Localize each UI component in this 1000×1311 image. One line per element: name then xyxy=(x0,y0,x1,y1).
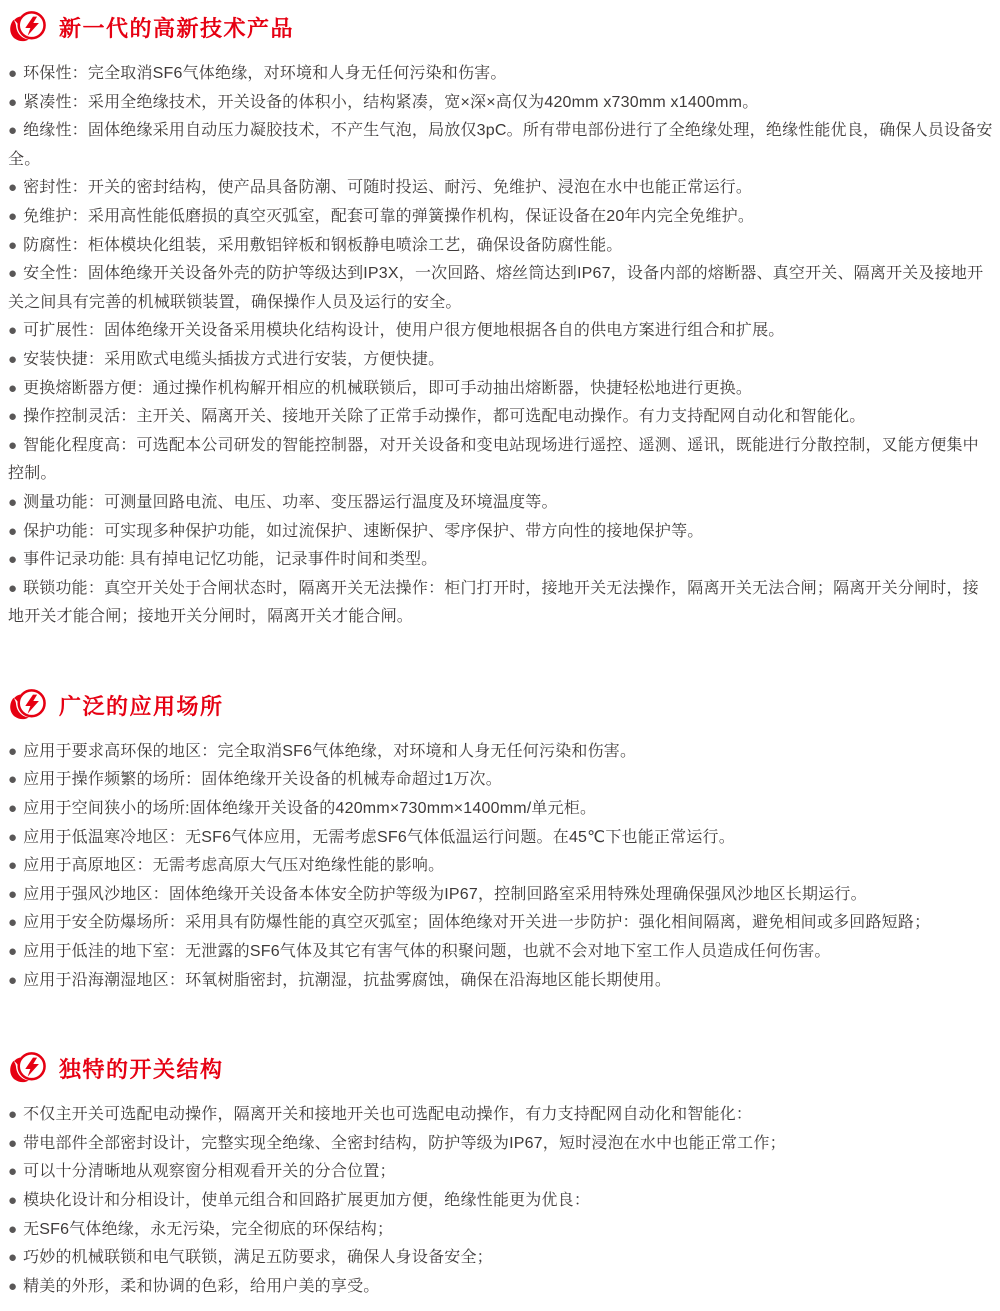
list-item xyxy=(8,203,995,232)
list-item xyxy=(8,1273,995,1302)
section-header xyxy=(8,1049,995,1089)
list-item xyxy=(8,824,995,853)
item-text: 更换熔断器方便：通过操作机构解开相应的机械联锁后，即可手动抽出熔断器，快捷轻松地进行更换。 xyxy=(23,379,753,397)
item-text: 绝缘性：固体绝缘采用自动压力凝胶技术，不产生气泡，局放仅3pC。所有带电部份进行了全绝缘处理，绝缘性能优良，确保人员设备安全。 xyxy=(8,122,993,168)
bullet-icon: ● xyxy=(8,1277,18,1295)
section-title: 新一代的高新技术产品 xyxy=(59,16,295,41)
bullet-icon: ● xyxy=(8,579,18,597)
item-text: 巧妙的机械联锁和电气联锁，满足五防要求，确保人身设备安全； xyxy=(23,1249,493,1267)
bullet-icon: ● xyxy=(8,1249,18,1267)
bullet-icon: ● xyxy=(8,93,18,111)
item-text: 不仅主开关可选配电动操作，隔离开关和接地开关也可选配电动操作，有力支持配网自动化和智能化： xyxy=(23,1106,753,1124)
list-item xyxy=(8,795,995,824)
section-items xyxy=(8,60,995,632)
bullet-icon: ● xyxy=(8,122,18,140)
item-text: 应用于低温寒冷地区：无SF6气体应用，无需考虑SF6气体低温运行问题。在45℃下也能正常运行。 xyxy=(23,828,735,846)
bullet-icon: ● xyxy=(8,1106,18,1124)
item-text: 无SF6气体绝缘，永无污染，完全彻底的环保结构； xyxy=(23,1220,394,1238)
item-text: 应用于操作频繁的场所：固体绝缘开关设备的机械寿命超过1万次。 xyxy=(23,771,502,789)
item-text: 密封性：开关的密封结构，使产品具备防潮、可随时投运、耐污、免维护、浸泡在水中也能正常运行。 xyxy=(23,179,753,197)
bullet-icon: ● xyxy=(8,742,18,760)
bullet-icon: ● xyxy=(8,1192,18,1209)
item-text: 应用于要求高环保的地区：完全取消SF6气体绝缘，对环境和人身无任何污染和伤害。 xyxy=(23,742,637,760)
list-item xyxy=(8,1216,995,1245)
item-text: 紧凑性：采用全绝缘技术，开关设备的体积小，结构紧凑，宽×深×高仅为420mm x730mm x1400mm。 xyxy=(23,93,759,111)
bullet-icon: ● xyxy=(8,207,18,225)
list-item xyxy=(8,1158,995,1187)
bullet-icon: ● xyxy=(8,885,18,903)
list-item xyxy=(8,852,995,881)
list-item xyxy=(8,1130,995,1159)
list-item xyxy=(8,174,995,203)
list-item xyxy=(8,232,995,261)
bullet-icon: ● xyxy=(8,522,18,540)
item-text: 保护功能：可实现多种保护功能，如过流保护、速断保护、零序保护、带方向性的接地保护等。 xyxy=(23,522,704,540)
list-item xyxy=(8,489,995,518)
item-text: 应用于低洼的地下室：无泄露的SF6气体及其它有害气体的积聚问题，也就不会对地下室工作人员造成任何伤害。 xyxy=(23,943,831,961)
section-header xyxy=(8,8,995,48)
bullet-icon: ● xyxy=(8,943,18,961)
bullet-icon: ● xyxy=(8,1220,18,1238)
list-item xyxy=(8,546,995,575)
list-item xyxy=(8,1187,995,1216)
item-text: 防腐性：柜体模块化组装，采用敷铝锌板和钢板静电喷涂工艺，确保设备防腐性能。 xyxy=(23,236,623,254)
section-switch-structure xyxy=(8,1049,995,1301)
section-header xyxy=(8,686,995,726)
bullet-icon: ● xyxy=(8,1163,18,1181)
bullet-icon: ● xyxy=(8,828,18,846)
bullet-icon: ● xyxy=(8,771,18,789)
item-text: 测量功能：可测量回路电流、电压、功率、变压器运行温度及环境温度等。 xyxy=(23,493,558,511)
list-item xyxy=(8,518,995,547)
list-item xyxy=(8,60,995,89)
list-item xyxy=(8,1244,995,1273)
section-items xyxy=(8,1101,995,1301)
item-text: 应用于沿海潮湿地区：环氧树脂密封，抗潮湿，抗盐雾腐蚀，确保在沿海地区能长期使用。 xyxy=(23,971,672,989)
item-text: 事件记录功能: 具有掉电记忆功能，记录事件时间和类型。 xyxy=(23,551,438,569)
list-item xyxy=(8,117,995,174)
section-title: 广泛的应用场所 xyxy=(59,693,224,719)
bullet-icon: ● xyxy=(8,914,18,932)
item-text: 带电部件全部密封设计，完整实现全绝缘、全密封结构，防护等级为IP67，短时浸泡在水中也能正常工作； xyxy=(23,1134,786,1152)
bullet-icon: ● xyxy=(8,551,18,569)
list-item xyxy=(8,89,995,118)
item-text: 免维护：采用高性能低磨损的真空灭弧室，配套可靠的弹簧操作机构，保证设备在20年内完全免维护。 xyxy=(23,207,755,225)
bullet-icon: ● xyxy=(8,408,18,426)
leaf-lightning-icon xyxy=(8,8,48,48)
item-text: 可以十分清晰地从观察窗分相观看开关的分合位置； xyxy=(23,1163,396,1181)
bullet-icon: ● xyxy=(8,857,18,875)
list-item xyxy=(8,881,995,910)
item-text: 应用于安全防爆场所：采用具有防爆性能的真空灭弧室；固体绝缘对开关进一步防护：强化相间隔离，避免相间或多回路短路； xyxy=(23,914,931,932)
bullet-icon: ● xyxy=(8,350,18,368)
bullet-icon: ● xyxy=(8,379,18,397)
item-text: 安全性：固体绝缘开关设备外壳的防护等级达到IP3X，一次回路、熔丝筒达到IP67，设备内部的熔断器、真空开关、隔离开关及接地开关之间具有完善的机械联锁装置，确保操作人员及运行的安全。 xyxy=(8,265,984,311)
list-item xyxy=(8,403,995,432)
section-application-scenarios xyxy=(8,686,995,995)
section-items xyxy=(8,738,995,995)
item-text: 模块化设计和分相设计，使单元组合和回路扩展更加方便，绝缘性能更为优良： xyxy=(23,1192,591,1209)
item-text: 安装快捷：采用欧式电缆头插拔方式进行安装，方便快捷。 xyxy=(23,350,445,368)
list-item xyxy=(8,938,995,967)
bullet-icon: ● xyxy=(8,265,18,283)
list-item xyxy=(8,1101,995,1130)
section-high-tech-products xyxy=(8,8,995,632)
list-item xyxy=(8,738,995,767)
bullet-icon: ● xyxy=(8,493,18,511)
list-item xyxy=(8,317,995,346)
list-item xyxy=(8,766,995,795)
list-item xyxy=(8,575,995,632)
item-text: 精美的外形，柔和协调的色彩，给用户美的享受。 xyxy=(23,1277,380,1295)
bullet-icon: ● xyxy=(8,971,18,989)
bullet-icon: ● xyxy=(8,436,18,454)
item-text: 应用于空间狭小的场所:固体绝缘开关设备的420mm×730mm×1400mm/单元柜。 xyxy=(23,800,597,818)
item-text: 应用于强风沙地区：固体绝缘开关设备本体安全防护等级为IP67，控制回路室采用特殊处理确保强风沙地区长期运行。 xyxy=(23,885,867,903)
bullet-icon: ● xyxy=(8,236,18,254)
list-item xyxy=(8,432,995,489)
item-text: 环保性：完全取消SF6气体绝缘，对环境和人身无任何污染和伤害。 xyxy=(23,65,507,82)
list-item xyxy=(8,346,995,375)
leaf-lightning-icon xyxy=(8,686,48,726)
bullet-icon: ● xyxy=(8,179,18,197)
item-text: 操作控制灵活：主开关、隔离开关、接地开关除了正常手动操作，都可选配电动操作。有力支持配网自动化和智能化。 xyxy=(23,408,866,426)
item-text: 智能化程度高：可选配本公司研发的智能控制器，对开关设备和变电站现场进行遥控、遥测、遥讯，既能进行分散控制，叉能方便集中 控制。 xyxy=(8,436,979,483)
item-text: 可扩展性：固体绝缘开关设备采用模块化结构设计，使用户很方便地根据各自的供电方案进行组合和扩展。 xyxy=(23,322,785,340)
leaf-lightning-icon xyxy=(8,1049,48,1089)
bullet-icon: ● xyxy=(8,65,18,82)
item-text: 应用于高原地区：无需考虑高原大气压对绝缘性能的影响。 xyxy=(23,857,445,875)
list-item xyxy=(8,375,995,404)
section-title: 独特的开关结构 xyxy=(59,1057,224,1083)
list-item xyxy=(8,967,995,996)
bullet-icon: ● xyxy=(8,1134,18,1152)
list-item xyxy=(8,909,995,938)
bullet-icon: ● xyxy=(8,800,18,818)
list-item xyxy=(8,260,995,317)
item-text: 联锁功能：真空开关处于合闸状态时，隔离开关无法操作：柜门打开时，接地开关无法操作，隔离开关无法合闸；隔离开关分闸时，接地开关才能合闸；接地开关分闸时，隔离开关才能合闸。 xyxy=(8,579,979,626)
bullet-icon: ● xyxy=(8,322,18,340)
